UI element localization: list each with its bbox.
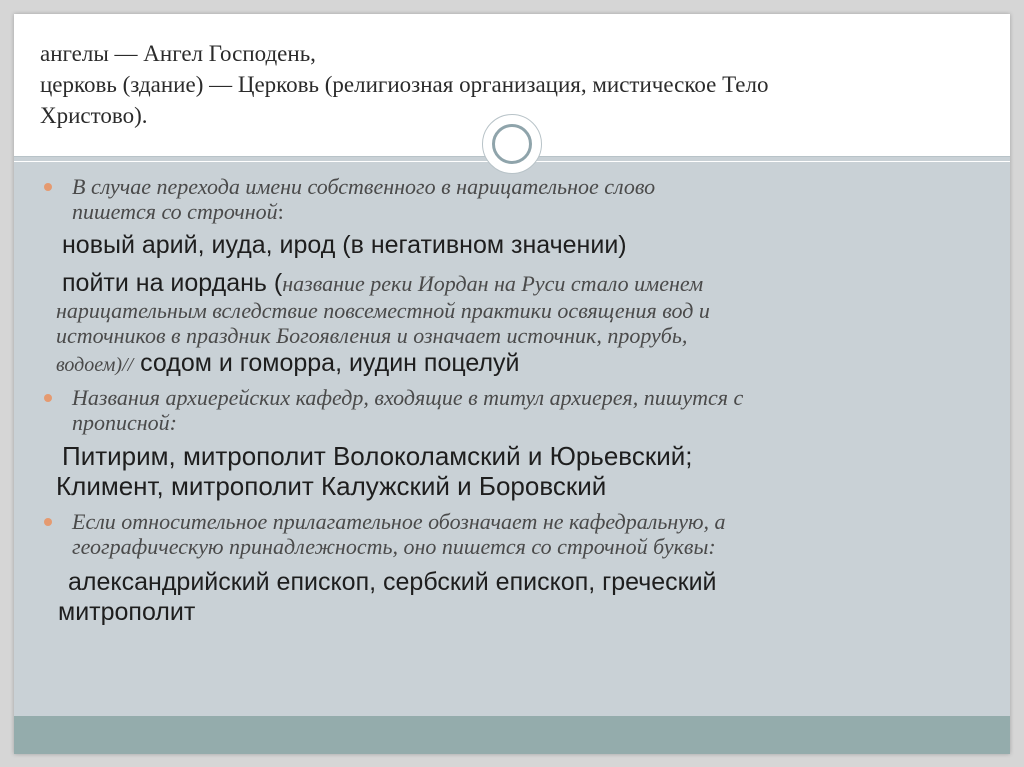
bullet-intro xyxy=(72,385,974,435)
example-note-line xyxy=(56,348,974,381)
slide xyxy=(14,14,1010,754)
bullet-intro-line: Названия архиерейских кафедр, входящие в титул архиерея, пишутся с xyxy=(72,385,744,410)
bullet-intro-line xyxy=(72,199,974,224)
example-note: название реки Иордан на Руси стало именем xyxy=(282,271,704,296)
bullet-dot-icon xyxy=(44,518,52,526)
bullet-colon: : xyxy=(277,199,284,224)
example-line: новый арий, иуда, ирод (в негативном значении) xyxy=(62,231,627,259)
bullet-intro xyxy=(72,174,974,224)
bullet-intro-text: пишется со строчной xyxy=(72,199,278,224)
bullet-intro-line: Если относительное прилагательное обозначает не кафедральную, а xyxy=(72,509,726,534)
example-line: Климент, митрополит Калужский и Боровский xyxy=(56,471,607,501)
bullet-intro-line: В случае перехода имени собственного в нарицательное слово xyxy=(72,174,656,199)
example-paragraph xyxy=(44,268,974,298)
bullet-item xyxy=(44,174,974,224)
ring-inner xyxy=(492,124,532,164)
example-note-line: источников в праздник Богоявления и означает источник, прорубь, xyxy=(56,323,688,348)
ring-ornament-icon xyxy=(482,114,542,174)
bullet-intro-line: географическую принадлежность, оно пишется со строчной буквы: xyxy=(72,534,716,559)
bullet-dot-icon xyxy=(44,183,52,191)
bullet-intro-line: прописной: xyxy=(72,410,178,435)
example-line: александрийский епископ, сербский епископ, греческий xyxy=(68,568,717,596)
bullet-item xyxy=(44,509,974,559)
example-text: пойти на иордань ( xyxy=(62,269,283,297)
bullet-intro xyxy=(72,509,974,559)
title-line-3: Христово). xyxy=(40,103,148,128)
footer-bar xyxy=(14,716,1010,754)
bullet-item xyxy=(44,385,974,435)
example-note-end: водоем)// xyxy=(56,354,134,376)
bullet-dot-icon xyxy=(44,394,52,402)
example-line: Питирим, митрополит Волоколамский и Юрьевский; xyxy=(62,441,693,471)
slide-body xyxy=(44,174,974,627)
title-line-2: церковь (здание) — Церковь (религиозная организация, мистическое Тело xyxy=(40,72,769,97)
example-line: митрополит xyxy=(58,598,196,626)
example-text-end: содом и гоморра, иудин поцелуй xyxy=(133,349,520,377)
title-line-1: ангелы — Ангел Господень, xyxy=(40,41,316,66)
example-note-line: нарицательным вследствие повсеместной практики освящения вод и xyxy=(56,298,710,323)
